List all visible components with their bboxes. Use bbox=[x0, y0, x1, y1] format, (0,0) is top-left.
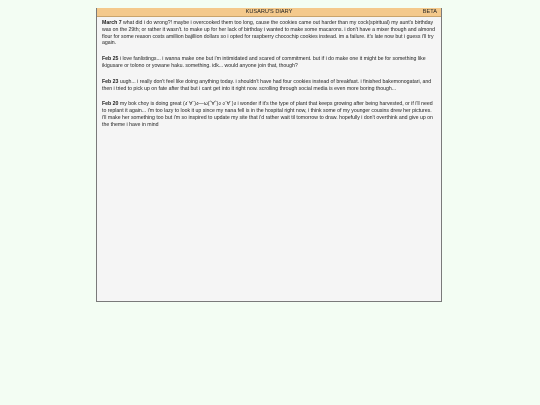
entry-date: Feb 20 bbox=[102, 101, 119, 108]
diary-entry bbox=[102, 20, 436, 47]
entry-text: what did i do wrong?! maybe i overcooked them too long, cause the cookies came out harder than my cock(spiritual) my aunt's birthday was on the 29th; or rather it wasn't. to make up for her lack of birthday i wanted to make some macarons. i don't have a mixer though and almond flour for some reason costs amillion bajillion dollars so i opted for raspberry chocochip cookies instead. im a failure. it's late now but i guess i'll try again. bbox=[102, 20, 436, 47]
entry-date: Feb 23 bbox=[102, 78, 119, 85]
diary-title: KUSARU'S DIARY bbox=[245, 9, 293, 15]
entry-date: March 7 bbox=[102, 20, 122, 26]
entry-text: my bok choy is doing great (ง˙∀˙)ง—ω(ˆ∀ˆ)ง ง˙∀˙)ง i wonder if it's the type of plant that keeps growing after being harvested, or if i'll need to replant it again... i'm too lazy to look it up since my nana fell is in the hospital right now, i think some of my younger cousins drew her pictures. i'll make her something too but i'm so inspired to update my site that i'd rather wait til tomorrow to draw. hopefully i don't overthink and give up on the theme i have in mind bbox=[102, 101, 433, 128]
diary-entry bbox=[102, 56, 436, 70]
entry-text: i love fanlistings... i wanna make one but i'm intimidated and scared of commitment. but if i do make one it might be for something like ikigusare or tolono or yowane haku. something. idk... would anyone join that, though? bbox=[102, 56, 426, 69]
entry-date: Feb 25 bbox=[102, 56, 119, 63]
diary-title-bar bbox=[97, 8, 441, 17]
beta-badge: BETA bbox=[422, 9, 437, 15]
diary-entry bbox=[102, 79, 436, 93]
diary-entry bbox=[102, 101, 436, 128]
diary-window bbox=[96, 8, 442, 302]
diary-entries bbox=[97, 17, 441, 129]
entry-text: uugh... i really don't feel like doing anything today. i shouldn't have had four cookies instead of breakfast. i finished bakemonogatari, and then i tried to pick up on fate after that but i cant get into it right now. scrolling through social media is even more boring though... bbox=[102, 78, 432, 92]
